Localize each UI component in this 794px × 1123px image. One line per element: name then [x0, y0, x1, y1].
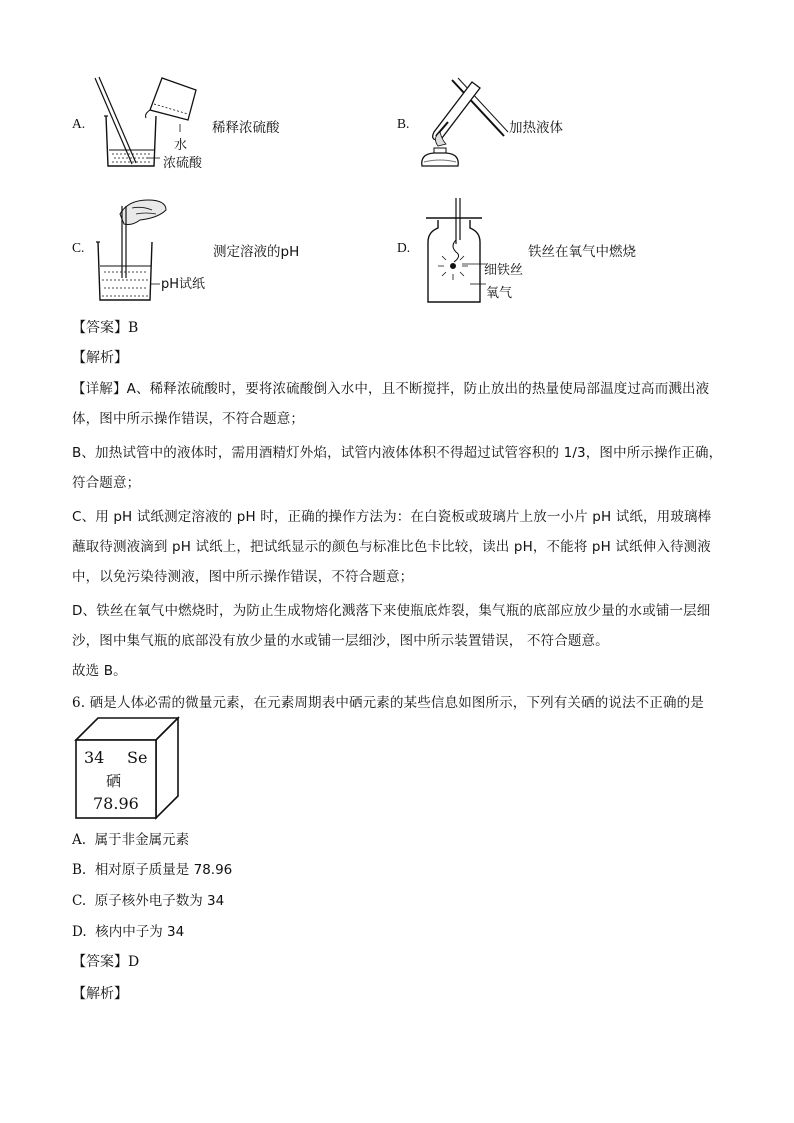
detail-tag: 【详解】 — [72, 381, 127, 397]
q5-analysis-tag: 【解析】 — [72, 350, 128, 366]
label-water: 水 — [174, 138, 188, 153]
q6-stem: 6. 硒是人体必需的微量元素，在元素周期表中硒元素的某些信息如图所示，下列有关硒的说法不正确的是 — [72, 695, 704, 711]
label-conc-sulfuric-acid: 浓硫酸 — [163, 156, 203, 171]
option-d-caption: 铁丝在氧气中燃烧 — [528, 244, 636, 260]
answer-tag: 【答案】 — [72, 320, 128, 336]
atomic-number: 34 — [84, 748, 105, 767]
answer-tag: 【答案】 — [72, 954, 128, 970]
q5-answer — [72, 317, 138, 337]
option-b-caption: 加热液体 — [509, 120, 563, 136]
q6-number: 6. — [72, 695, 86, 711]
q6-option-b: B. 相对原子质量是 78.96 — [72, 862, 233, 878]
option-c-caption: 测定溶液的pH — [213, 244, 300, 260]
option-b-letter: B. — [397, 116, 410, 131]
option-c-letter: C. — [72, 240, 85, 255]
detail-paragraph-a: 【详解】A、稀释浓硫酸时，要将浓硫酸倒入水中，且不断搅拌，防止放出的热量使局部温度过高而溅出液体，图中所示操作错误，不符合题意； — [72, 381, 710, 427]
label-oxygen: 氧气 — [486, 286, 513, 301]
q6-option-a: A. 属于非金属元素 — [72, 832, 190, 848]
detail-conclusion: 故选 B。 — [72, 663, 127, 679]
detail-paragraph-b: B、加热试管中的液体时，需用酒精灯外焰，试管内液体体积不得超过试管容积的 1/3，图中所示操作正确，符合题意； — [72, 445, 723, 491]
q6-option-c: C. 原子核外电子数为 34 — [72, 893, 225, 909]
q6-answer — [72, 951, 139, 971]
option-a-letter: A. — [72, 116, 86, 131]
answer-value: D — [128, 954, 140, 970]
detail-paragraph-c: C、用 pH 试纸测定溶液的 pH 时，正确的操作方法为：在白瓷板或玻璃片上放一小片 pH 试纸，用玻璃棒蘸取待测液滴到 pH 试纸上，把试纸显示的颜色与标准比色卡比较，读出 pH，不能将 pH 试纸伸入待测液中，以免污染待测液，图中所示操作错误，不符合题意； — [72, 509, 712, 585]
label-ph-paper: pH试纸 — [161, 277, 206, 292]
detail-paragraph-d: D、铁丝在氧气中燃烧时，为防止生成物熔化溅落下来使瓶底炸裂，集气瓶的底部应放少量的水或铺一层细沙，图中集气瓶的底部没有放少量的水或铺一层细沙，图中所示装置错误， 不符合题意。 — [72, 603, 711, 649]
option-d-letter: D. — [397, 240, 411, 255]
element-symbol: Se — [127, 748, 148, 767]
atomic-mass: 78.96 — [93, 794, 139, 813]
ph-test-figure — [92, 196, 172, 306]
label-iron-wire: 细铁丝 — [484, 263, 524, 278]
element-name: 硒 — [106, 772, 122, 790]
heating-liquid-figure — [412, 74, 512, 170]
q6-analysis-tag: 【解析】 — [72, 986, 128, 1002]
answer-value: B — [128, 320, 139, 336]
q6-option-d: D. 核内中子为 34 — [72, 924, 185, 940]
option-a-caption: 稀释浓硫酸 — [212, 120, 280, 136]
